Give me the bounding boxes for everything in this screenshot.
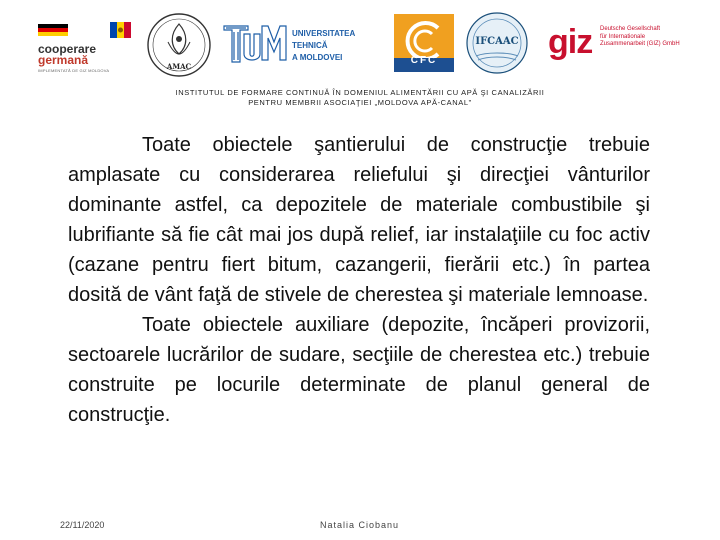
giz-line1: Deutsche Gesellschaft	[600, 26, 661, 32]
giz-line2: für Internationale	[600, 33, 646, 40]
amac-label: AMAC	[166, 62, 192, 71]
utm-mark-icon	[222, 20, 292, 70]
utm-logo	[222, 20, 382, 70]
amac-logo	[146, 12, 212, 78]
institute-line1: INSTITUTUL DE FORMARE CONTINUĂ ÎN DOMENIUL ALIMENTĂRII CU APĂ ŞI CANALIZĂRII	[175, 88, 545, 97]
giz-line3: Zusammenarbeit (GIZ) GmbH	[600, 41, 680, 47]
institute-line2: PENTRU MEMBRII ASOCIAŢIEI „MOLDOVA APĂ-CANAL”	[248, 98, 472, 107]
giz-wordmark: giz	[548, 23, 593, 61]
paragraph-2: Toate obiectele auxiliare (depozite, încăperi provizorii, sectoarele lucrărilor de sudare, secţiile de cherestea etc.) trebuie construite pe locurile determinate de planul general de construcţie.	[68, 314, 650, 426]
utm-line2: A MOLDOVEI	[292, 53, 343, 62]
ifcaac-logo	[466, 12, 528, 74]
cfc-label: CFC	[410, 55, 438, 66]
cooperare-subtitle: IMPLEMENTATĂ DE GIZ MOLDOVA	[38, 68, 110, 73]
germana-label: germană	[38, 53, 89, 67]
slide-body	[68, 130, 650, 430]
logo-bar	[0, 0, 720, 86]
footer-author: Natalia Ciobanu	[320, 520, 400, 530]
footer-date: 22/11/2020	[60, 520, 105, 530]
utm-line1: UNIVERSITATEA TEHNICĂ	[292, 29, 355, 50]
flags-icon	[34, 22, 134, 42]
giz-logo	[548, 22, 718, 66]
ifcaac-label: IFCAAC	[475, 36, 519, 47]
cooperare-label: cooperare	[38, 42, 97, 56]
institute-header	[0, 88, 720, 108]
cooperare-germana-logo	[34, 22, 134, 77]
cfc-logo	[394, 14, 454, 72]
paragraph-1: Toate obiectele şantierului de construcţie trebuie amplasate cu considerarea reliefului şi direcţiei vânturilor dominante astfel, ca depozitele de materiale combustibile şi lubrifiante să fie cât mai jos după relief, iar instalaţiile cu foc activ (cazane pentru fiert bitum, cazangerii, fierării etc.) în partea dosită de vânt faţă de stivele de cherestea şi materiale lemnoase.	[68, 134, 650, 306]
